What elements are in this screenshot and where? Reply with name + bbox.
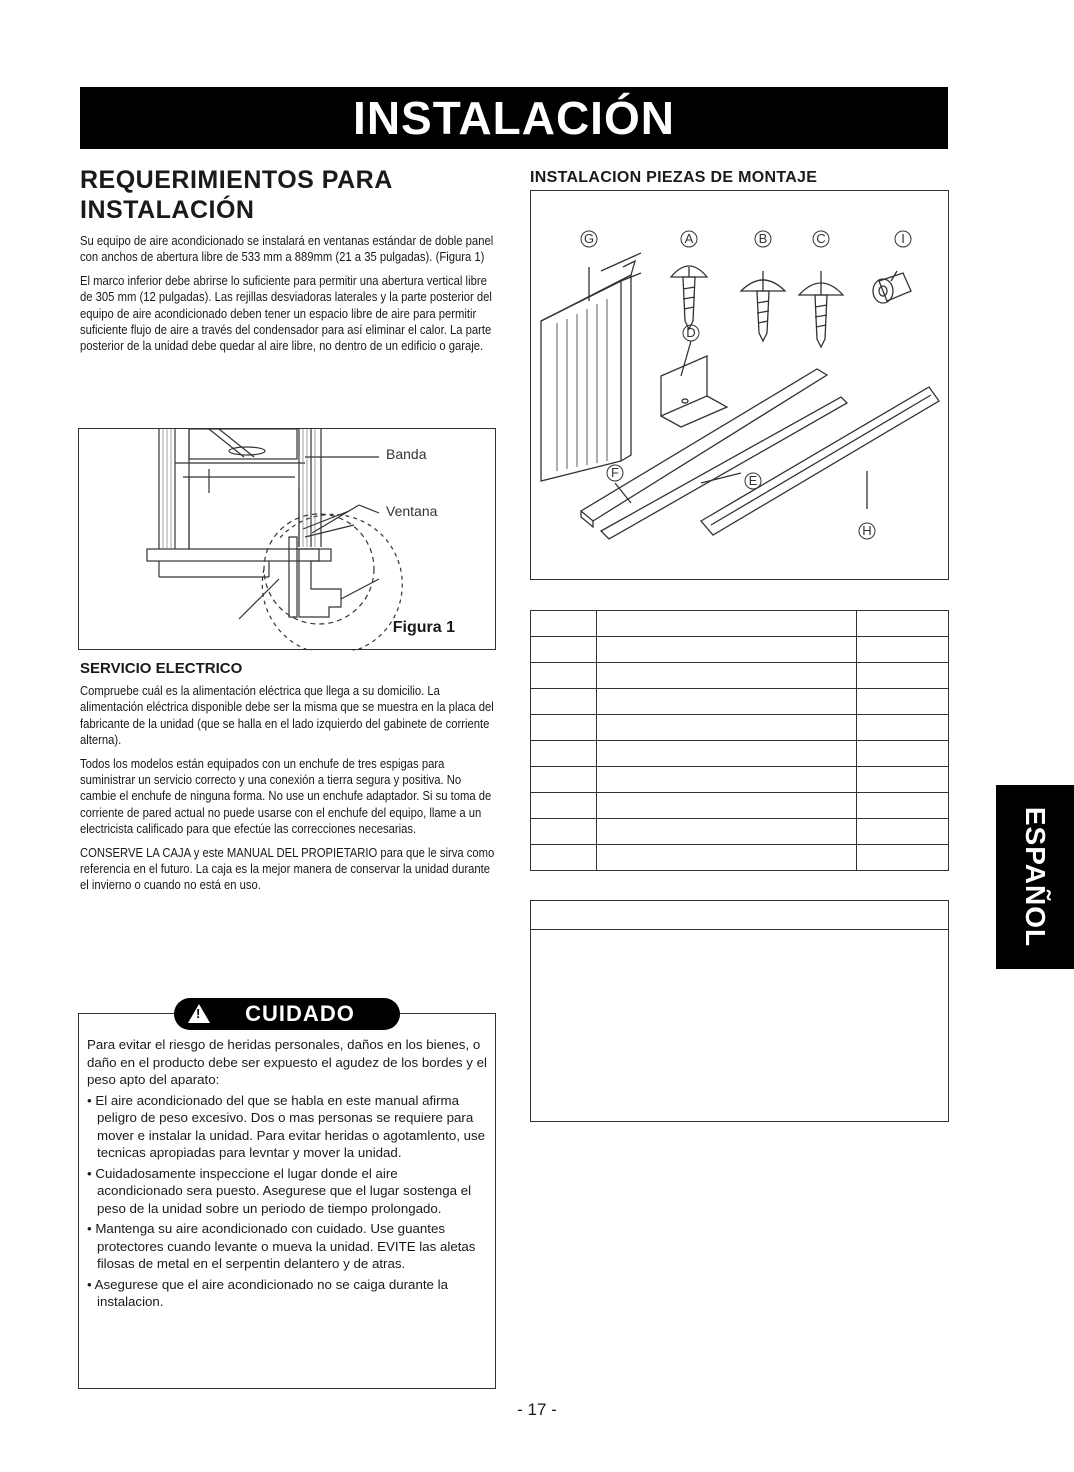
requirements-paragraph-1: Su equipo de aire acondicionado se instalará en ventanas estándar de doble panel con anchos de abertura libre de 533 mm a 889mm (21 a 35 pulgadas). (Figura 1) <box>80 233 494 265</box>
caution-bullet-3: • Mantenga su aire acondicionado con cuidado. Use guantes protectores cuando levante o mueva la unidad. EVITE las aletas filosas de metal en el serpentin delantero y de atras. <box>87 1221 476 1271</box>
caution-bullet-4: • Asegurese que el aire acondicionado no se caiga durante la instalacion. <box>87 1276 448 1309</box>
table-row <box>531 689 949 715</box>
figure-1 <box>78 428 496 650</box>
electrical-heading: SERVICIO ELECTRICO <box>80 660 243 677</box>
requirements-heading-line2: INSTALACIÓN <box>80 196 255 224</box>
part-b-label: B <box>758 231 768 246</box>
part-a-label: A <box>684 231 694 246</box>
note-box-header <box>531 901 948 930</box>
label-window: Ventana <box>386 503 438 519</box>
mounting-parts-illustration <box>531 191 950 581</box>
page-banner-title: INSTALACIÓN <box>80 87 948 149</box>
part-c-label: C <box>816 231 826 246</box>
part-i-label: I <box>901 231 905 246</box>
parts-table <box>530 610 949 871</box>
table-row <box>531 611 949 637</box>
caution-body <box>87 1036 487 1314</box>
language-side-tab <box>996 785 1074 969</box>
requirements-paragraph-2: El marco inferior debe abrirse lo suficiente para permitir una abertura vertical libre de 305 mm (12 pulgadas). Las rejillas desviadoras laterales y la parte posterior del equipo de aire acondicionado deben tener un espacio libre de aire para permitir suficiente flujo de aire a través del condensador para así eliminar el calor. La parte posterior de la unidad debe quedar al aire libre, no dentro de un edificio o garaje. <box>80 272 492 354</box>
caution-intro: Para evitar el riesgo de heridas personales, daños en los bienes, o daño en el producto debe ser expuesto el agudez de los bordes y el peso apto del aparato: <box>87 1037 487 1087</box>
requirements-section <box>80 165 498 362</box>
caution-bullet-1: • El aire acondicionado del que se habla en este manual afirma peligro de peso excesivo. Dos o mas personas se requiere para mover e instalar la unidad. Para evitar heridas o agotamlento, use tecnicas apropiadas para levntar y mover la unidad. <box>87 1092 486 1160</box>
table-row <box>531 715 949 741</box>
caution-title: CUIDADO <box>245 1001 355 1026</box>
part-f-label: F <box>611 465 619 480</box>
label-band: Banda <box>386 446 427 462</box>
table-row <box>531 819 949 845</box>
part-h-label: H <box>862 523 872 538</box>
warning-triangle-icon: ! <box>188 1004 210 1023</box>
language-side-tab-label: ESPAÑOL <box>1020 806 1051 948</box>
caution-bullet-2: • Cuidadosamente inspeccione el lugar donde el aire acondicionado sera puesto. Asegurese que el lugar sostenga el peso de la unidad sobre un periodo de tiempo prolongado. <box>87 1165 472 1216</box>
note-box <box>530 900 949 1122</box>
table-row <box>531 637 949 663</box>
part-d-label: D <box>686 325 696 340</box>
electrical-section <box>80 660 498 901</box>
electrical-paragraph-3: CONSERVE LA CAJA y este MANUAL DEL PROPIETARIO para que le sirva como referencia en el futuro. La caja es la mejor manera de conservar la unidad durante el invierno o cuando no está en uso. <box>80 844 495 893</box>
part-g-label: G <box>583 231 595 246</box>
page-number: - 17 - <box>517 1400 557 1419</box>
table-row <box>531 663 949 689</box>
table-row <box>531 741 949 767</box>
caution-badge <box>174 998 400 1030</box>
caution-box <box>78 1001 496 1389</box>
requirements-heading-line1: REQUERIMIENTOS PARA <box>80 166 393 194</box>
requirements-heading <box>80 165 498 225</box>
electrical-paragraph-2: Todos los modelos están equipados con un enchufe de tres espigas para suministrar un servicio correcto y una conexión a tierra segura y positiva. No cambie el enchufe de ninguna forma. No use un enchufe adaptador. Si su toma de corriente de pared actual no puede usarse con el enchufe del equipo, llame a un electricista calificado para que efectúe las correcciones necesarias. <box>80 755 492 837</box>
figure-1-caption: Figura 1 <box>392 619 455 636</box>
table-row <box>531 793 949 819</box>
electrical-paragraph-1: Compruebe cuál es la alimentación eléctrica que llega a su domicilio. La alimentación eléctrica disponible debe ser la misma que se muestra en la placa del fabricante de la unidad (que se halla en el lado izquierdo del gabinete de corriente alterna). <box>80 683 494 748</box>
window-diagram <box>79 429 497 651</box>
parts-diagram <box>530 190 949 580</box>
parts-title: INSTALACION PIEZAS DE MONTAJE <box>530 169 818 186</box>
table-row <box>531 845 949 871</box>
table-row <box>531 767 949 793</box>
part-e-label: E <box>748 473 758 488</box>
